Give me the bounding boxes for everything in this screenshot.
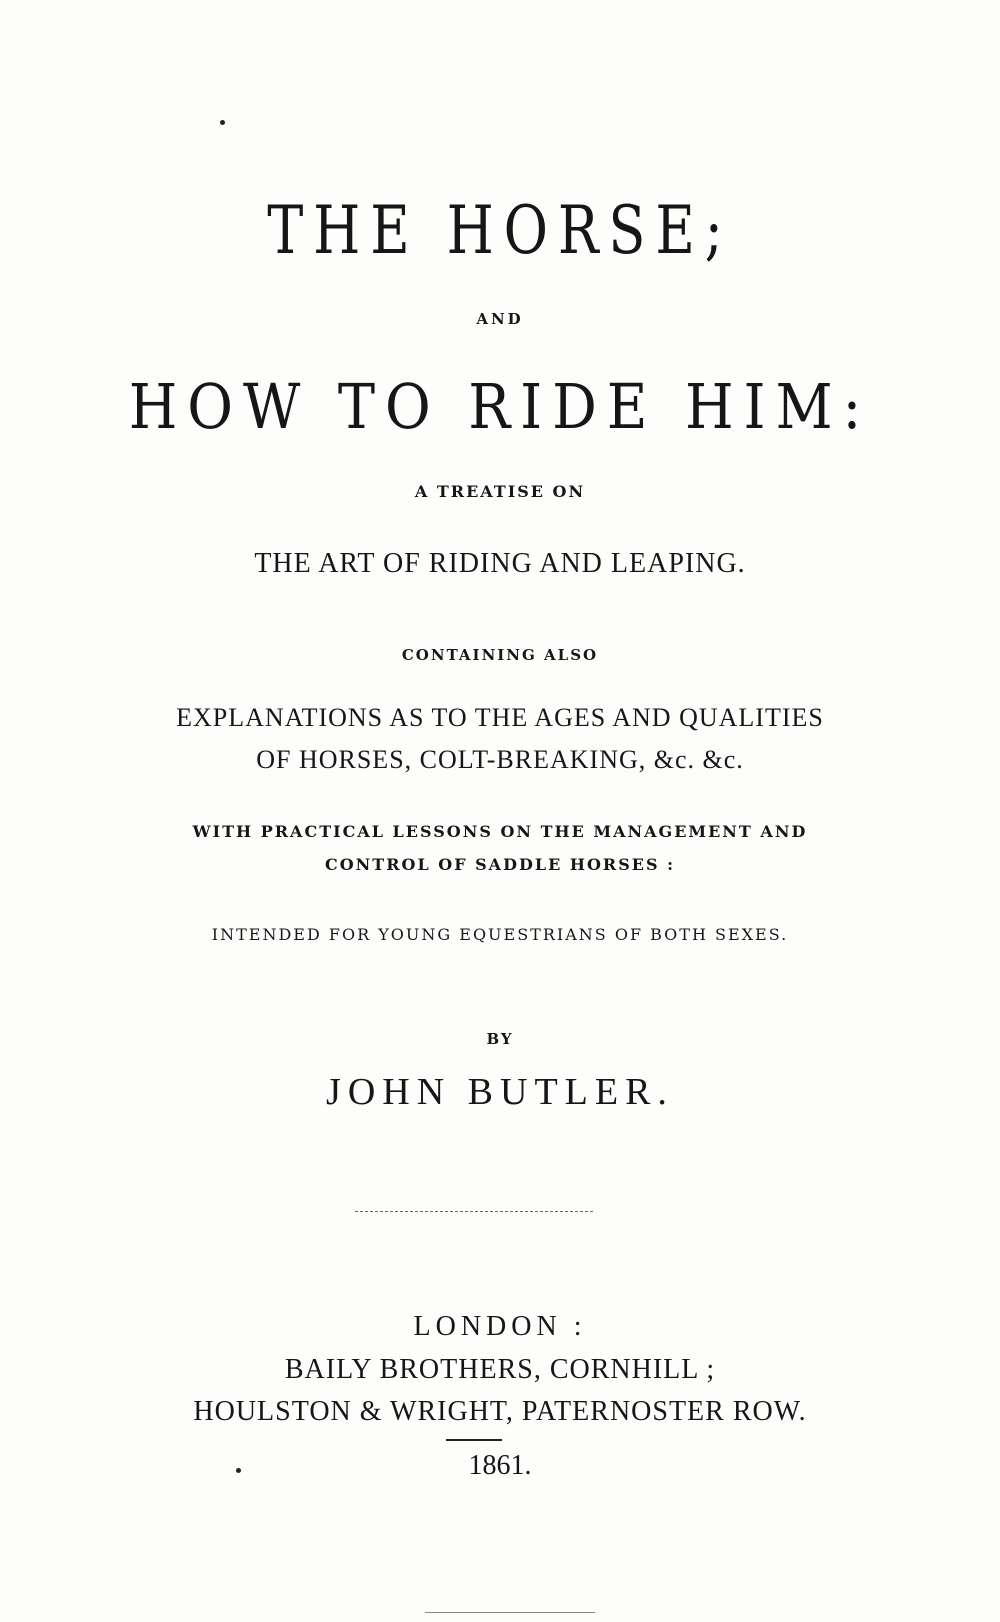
- title-line-2: HOW TO RIDE HIM:: [128, 370, 872, 443]
- section-divider: [355, 1211, 593, 1212]
- ink-speck: [220, 120, 225, 125]
- practical-lessons-line-2: CONTROL OF SADDLE HORSES :: [325, 855, 675, 874]
- title-line-1: THE HORSE;: [267, 192, 733, 269]
- explanations-line-1: EXPLANATIONS AS TO THE AGES AND QUALITIES: [176, 703, 824, 732]
- intended-audience: INTENDED FOR YOUNG EQUESTRIANS OF BOTH SEXES.: [211, 925, 789, 944]
- explanations-line-2: OF HORSES, COLT-BREAKING, &c. &c.: [256, 745, 744, 774]
- author-name: JOHN BUTLER.: [326, 1071, 674, 1113]
- imprint-publisher-2: HOULSTON & WRIGHT, PATERNOSTER ROW.: [193, 1396, 807, 1427]
- subtitle-intro: A TREATISE ON: [414, 482, 586, 501]
- year-rule: [446, 1439, 502, 1441]
- conjunction-and: AND: [476, 310, 524, 328]
- bottom-rule: [425, 1612, 595, 1613]
- containing-label: CONTAINING ALSO: [401, 646, 599, 664]
- by-label: BY: [486, 1030, 514, 1048]
- subtitle-main: THE ART OF RIDING AND LEAPING.: [254, 548, 746, 579]
- practical-lessons-line-1: WITH PRACTICAL LESSONS ON THE MANAGEMENT AND: [192, 822, 808, 841]
- imprint-city: LONDON :: [413, 1311, 587, 1342]
- imprint-publisher-1: BAILY BROTHERS, CORNHILL ;: [284, 1354, 716, 1385]
- imprint-year: 1861.: [468, 1450, 532, 1481]
